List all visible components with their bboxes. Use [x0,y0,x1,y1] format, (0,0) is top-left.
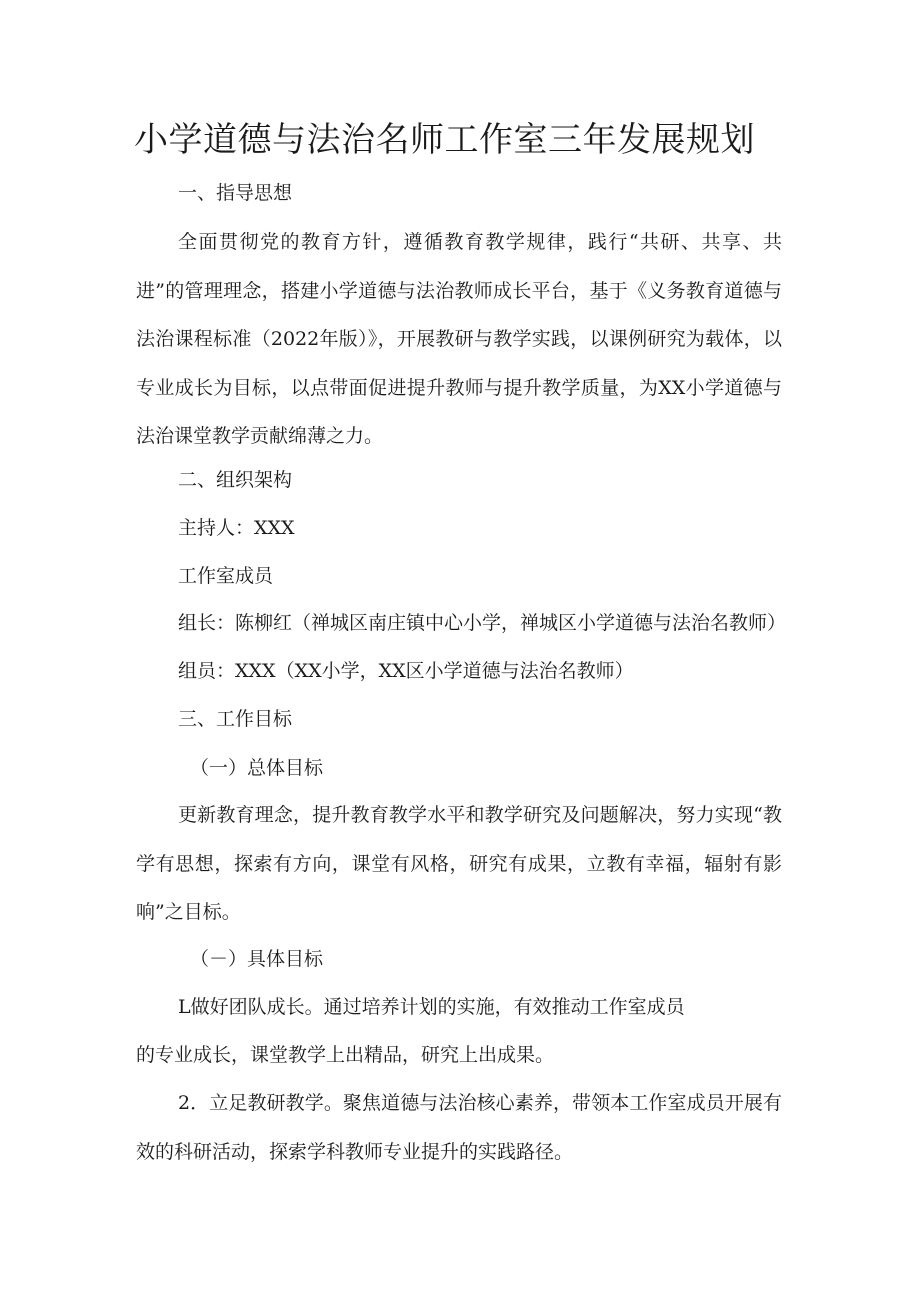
subheading-overall-goal: （一）总体目标 [190,757,324,779]
guiding-ideology-paragraph: 全面贯彻党的教育方针，遵循教育教学规律，践行“共研、共享、共进”的管理理念，搭建小学道德与法治教师成长平台，基于《义务教育道德与法治课程标准（2022年版）》，开展教研与教学实践，以课例研究为载体，以专业成长为目标，以点带面促进提升教师与提升教学质量，为XX小学道德与法治课堂教学贡献绵薄之力。 [136,231,782,447]
members-heading: 工作室成员 [178,565,274,587]
host-line: 主持人：XXX [178,517,295,539]
specific-goal-item-2-paragraph: 2．立足教研教学。聚焦道德与法治核心素养，带领本工作室成员开展有效的科研活动，探索学科教师专业提升的实践路径。 [136,1092,782,1163]
section-heading-guiding-ideology: 一、指导思想 [178,182,293,204]
document-title: 小学道德与法治名师工作室三年发展规划 [134,120,755,160]
member-line: 组员：XXX（XX小学，XX区小学道德与法治名教师） [178,660,634,682]
section-heading-organization: 二、组织架构 [178,469,293,491]
specific-goal-item-1-line-1: L做好团队成长。通过培养计划的实施，有效推动工作室成员 [178,996,685,1018]
specific-goal-item-1-line-2: 的专业成长，课堂教学上出精品，研究上出成果。 [136,1044,555,1066]
leader-line: 组长：陈柳红（禅城区南庄镇中心小学，禅城区小学道德与法治名教师） [178,612,787,634]
overall-goal-paragraph: 更新教育理念，提升教育教学水平和教学研究及问题解决，努力实现“教学有思想，探索有方向，课堂有风格，研究有成果，立教有幸福，辐射有影响”之目标。 [136,804,782,923]
section-heading-work-goals: 三、工作目标 [178,708,293,730]
subheading-specific-goals: （－）具体目标 [190,948,324,970]
